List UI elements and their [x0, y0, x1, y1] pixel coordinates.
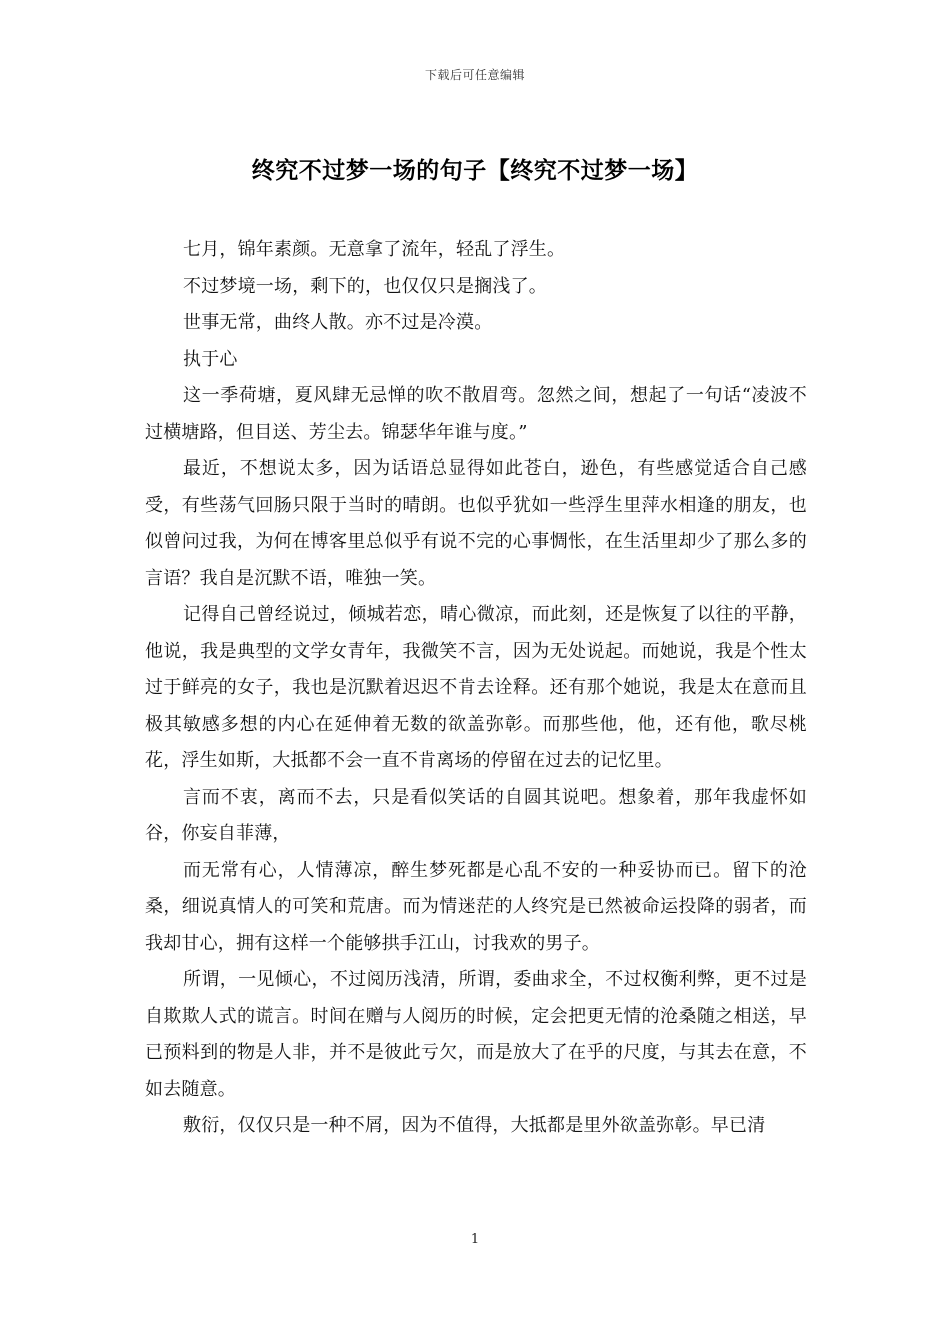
document-title: 终究不过梦一场的句子【终究不过梦一场】	[251, 157, 699, 184]
document-body	[145, 232, 807, 1145]
paragraph: 这一季荷塘，夏风肆无忌惮的吹不散眉弯。忽然之间，想起了一句话“凌波不过横塘路，但目送、芳尘去。锦瑟华年谁与度。”	[145, 385, 807, 443]
paragraph: 而无常有心，人情薄凉，醉生梦死都是心乱不安的一种妥协而已。留下的沧桑，细说真情人的可笑和荒唐。而为情迷茫的人终究是已然被命运投降的弱者，而我却甘心，拥有这样一个能够拱手江山，讨我欢的男子。	[145, 859, 807, 954]
paragraph: 执于心	[183, 348, 238, 370]
paragraph: 所谓，一见倾心，不过阅历浅清，所谓，委曲求全，不过权衡利弊，更不过是自欺欺人式的谎言。时间在赠与人阅历的时候，定会把更无情的沧桑随之相送，早已预料到的物是人非，并不是彼此亏欠，而是放大了在乎的尺度，与其去在意，不如去随意。	[145, 969, 807, 1100]
paragraph: 世事无常，曲终人散。亦不过是冷漠。	[183, 312, 493, 333]
paragraph: 七月，锦年素颜。无意拿了流年，轻乱了浮生。	[183, 239, 566, 260]
page-number: 1	[470, 1232, 480, 1247]
paragraph: 不过梦境一场，剩下的，也仅仅只是搁浅了。	[183, 275, 547, 297]
paragraph: 最近，不想说太多，因为话语总显得如此苍白，逊色，有些感觉适合自己感受，有些荡气回肠只限于当时的晴朗。也似乎犹如一些浮生里萍水相逢的朋友，也似曾问过我，为何在博客里总似乎有说不完的心事惆怅，在生活里却少了那么多的言语？我自是沉默不语，唯独一笑。	[145, 458, 807, 589]
paragraph: 敷衍，仅仅只是一种不屑，因为不值得，大抵都是里外欲盖弥彰。早已清	[183, 1115, 766, 1136]
page-header: 下载后可任意编辑	[424, 68, 525, 82]
paragraph: 言而不衷，离而不去，只是看似笑话的自圆其说吧。想象着，那年我虚怀如谷，你妄自菲薄，	[145, 786, 807, 844]
paragraph: 记得自己曾经说过，倾城若恋，晴心微凉，而此刻，还是恢复了以往的平静，他说，我是典型的文学女青年，我微笑不言，因为无处说起。而她说，我是个性太过于鲜亮的女子，我也是沉默着迟迟不肯去诠释。还有那个她说，我是太在意而且极其敏感多想的内心在延伸着无数的欲盖弥彰。而那些他，他，还有他，歌尽桃花，浮生如斯，大抵都不会一直不肯离场的停留在过去的记忆里。	[145, 604, 807, 771]
